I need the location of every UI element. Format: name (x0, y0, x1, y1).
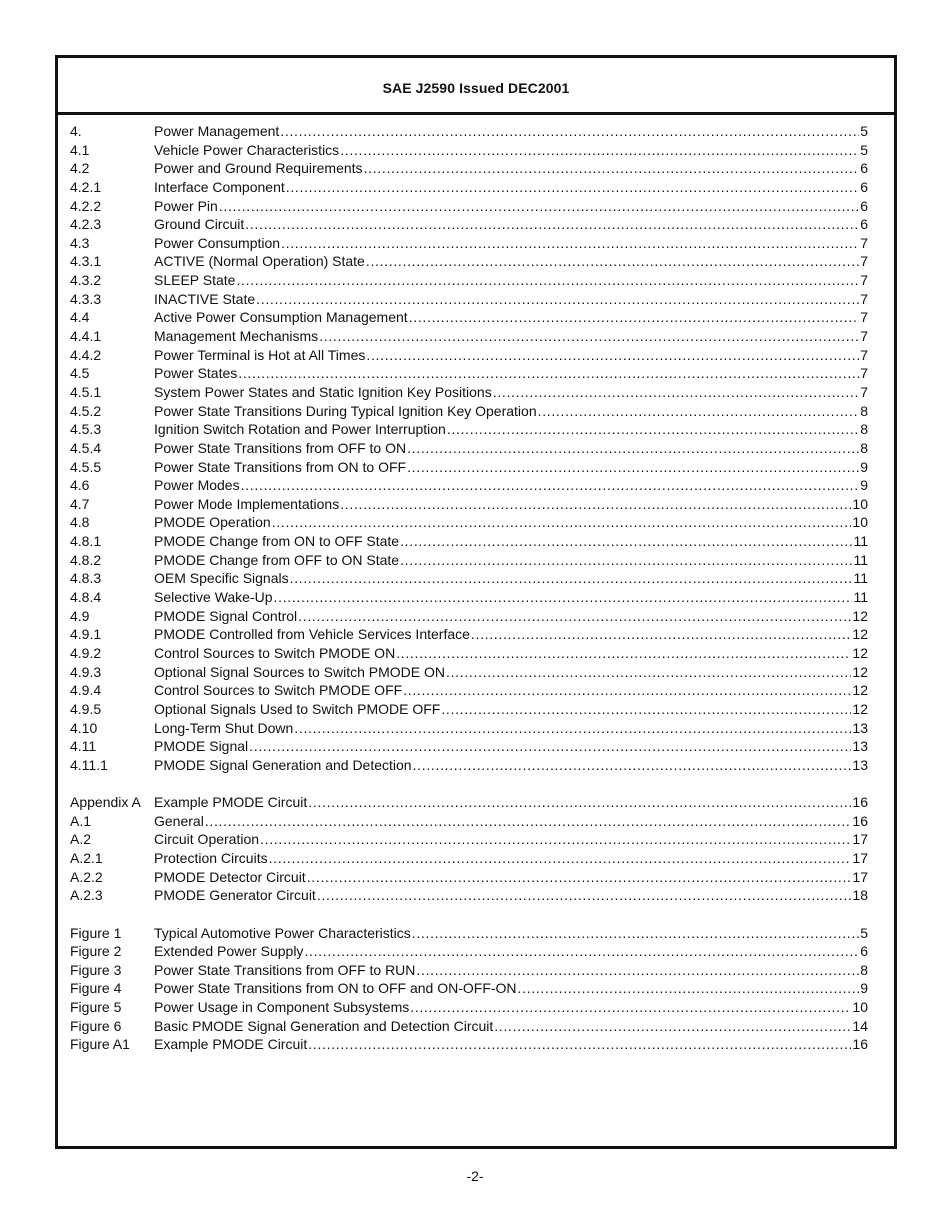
toc-dot-leader (412, 924, 859, 943)
toc-dot-leader (274, 588, 853, 607)
toc-entry-page: 16 (852, 812, 868, 829)
toc-entry-number: 4.9 (70, 607, 90, 624)
toc-dot-leader (416, 961, 859, 980)
section-gap (70, 905, 868, 924)
toc-dot-leader (281, 234, 859, 253)
page-frame (55, 55, 897, 1149)
toc-entry-number: 4.10 (70, 719, 98, 736)
toc-entry-title: Long-Term Shut Down (154, 719, 294, 736)
toc-entry-page: 12 (852, 700, 868, 717)
toc-entry-number: 4.8.2 (70, 551, 102, 568)
toc-entry[interactable] (70, 588, 868, 607)
toc-dot-leader (308, 793, 851, 812)
toc-entry-title: Control Sources to Switch PMODE OFF (154, 682, 403, 699)
toc-dot-leader (260, 830, 851, 849)
toc-entry-page: 7 (860, 272, 868, 289)
toc-entry-title: INACTIVE State (154, 290, 256, 307)
toc-entry[interactable] (70, 719, 868, 738)
toc-dot-leader (294, 719, 851, 738)
toc-entry[interactable] (70, 234, 868, 253)
toc-entry[interactable] (70, 122, 868, 141)
toc-entry-title: Power State Transitions from OFF to ON (154, 439, 407, 456)
toc-entry[interactable] (70, 793, 868, 812)
toc-entry-number: 4.5.1 (70, 383, 102, 400)
toc-entry-number: A.2.3 (70, 887, 103, 904)
toc-entry-title: Management Mechanisms (154, 328, 319, 345)
toc-entry-title: PMODE Change from ON to OFF State (154, 533, 400, 550)
toc-entry-title: Power Mode Implementations (154, 495, 340, 512)
toc-entry-page: 7 (860, 253, 868, 270)
toc-entry-page: 11 (853, 551, 868, 568)
toc-dot-leader (407, 458, 859, 477)
toc-entry-title: Example PMODE Circuit (154, 1036, 308, 1053)
toc-entry-page: 13 (852, 756, 868, 773)
toc-dot-leader (518, 979, 860, 998)
page-number: -2- (466, 1168, 484, 1184)
toc-entry-number: Figure 2 (70, 943, 122, 960)
toc-entry-page: 5 (860, 141, 868, 158)
toc-dot-leader (245, 215, 859, 234)
section-gap (70, 774, 868, 793)
toc-entry-title: Selective Wake-Up (154, 589, 273, 606)
toc-entry-number: 4.5 (70, 365, 90, 382)
toc-entry[interactable] (70, 290, 868, 309)
toc-entry-number: 4.4 (70, 309, 90, 326)
toc-dot-leader (471, 625, 852, 644)
toc-entry[interactable] (70, 737, 868, 756)
toc-entry[interactable] (70, 252, 868, 271)
toc-entry[interactable] (70, 215, 868, 234)
toc-entry[interactable] (70, 141, 868, 160)
toc-dot-leader (308, 1035, 851, 1054)
toc-entry-number: 4.9.3 (70, 663, 102, 680)
toc-entry-number: 4.4.1 (70, 328, 102, 345)
toc-entry-title: PMODE Change from OFF to ON State (154, 551, 400, 568)
toc-entry-number: 4.9.2 (70, 644, 102, 661)
toc-dot-leader (280, 122, 859, 141)
toc-dot-leader (403, 681, 851, 700)
toc-entry-page: 18 (852, 887, 868, 904)
toc-entry-number: 4.5.3 (70, 421, 102, 438)
toc-entry-number: 4.3.1 (70, 253, 102, 270)
toc-entry-number: Figure 4 (70, 980, 122, 997)
toc-entry-page: 8 (860, 439, 868, 456)
toc-entry[interactable] (70, 383, 868, 402)
toc-entry-page: 7 (860, 290, 868, 307)
toc-dot-leader (236, 271, 859, 290)
toc-entry-title: Power State Transitions from ON to OFF and ON-OFF-ON (154, 980, 517, 997)
toc-entry-number: 4.8 (70, 514, 90, 531)
toc-entry-title: Optional Signal Sources to Switch PMODE ON (154, 663, 446, 680)
toc-entry-page: 14 (852, 1017, 868, 1034)
toc-entry[interactable] (70, 681, 868, 700)
toc-entry-number: 4. (70, 123, 82, 139)
toc-entry-title: Example PMODE Circuit (154, 794, 308, 811)
toc-entry-page: 7 (860, 383, 868, 400)
toc-entry-page: 6 (860, 160, 868, 177)
toc-entry-title: Vehicle Power Characteristics (154, 141, 340, 158)
toc-entry-title: Power Usage in Component Subsystems (154, 999, 410, 1016)
toc-entry-title: PMODE Signal Generation and Detection (154, 756, 412, 773)
toc-dot-leader (493, 383, 859, 402)
toc-entry-page: 7 (860, 234, 868, 251)
toc-entry-number: 4.8.3 (70, 570, 102, 587)
toc-entry-title: Power and Ground Requirements (154, 160, 363, 177)
toc-entry-page: 17 (852, 868, 868, 885)
toc-entry-title: Extended Power Supply (154, 943, 304, 960)
toc-entry[interactable] (70, 849, 868, 868)
toc-entry-page: 6 (860, 178, 868, 195)
toc-entry-title: Power Modes (154, 477, 240, 494)
toc-entry-page: 7 (860, 365, 868, 382)
toc-entry-page: 10 (852, 999, 868, 1016)
toc-entry-title: Ground Circuit (154, 216, 245, 233)
toc-entry-number: 4.1 (70, 141, 90, 158)
toc-entry-title: System Power States and Static Ignition Key Positions (154, 383, 492, 400)
toc-entry-page: 16 (852, 1036, 868, 1053)
toc-entry-page: 7 (860, 309, 868, 326)
toc-dot-leader (317, 886, 852, 905)
document-title: SAE J2590 Issued DEC2001 (382, 80, 570, 96)
toc-entry[interactable] (70, 607, 868, 626)
toc-entry-page: 10 (852, 514, 868, 531)
toc-entry-page: 8 (860, 421, 868, 438)
toc-entry-number: Appendix A (70, 794, 141, 811)
toc-entry-page: 6 (860, 197, 868, 214)
toc-dot-leader (249, 737, 851, 756)
toc-dot-leader (241, 476, 860, 495)
toc-entry-title: PMODE Detector Circuit (154, 868, 306, 885)
toc-entry[interactable] (70, 1035, 868, 1054)
toc-dot-leader (396, 644, 851, 663)
toc-dot-leader (205, 812, 852, 831)
toc-entry-title: Optional Signals Used to Switch PMODE OFF (154, 700, 441, 717)
toc-entry[interactable] (70, 364, 868, 383)
toc-entry-page: 12 (852, 644, 868, 661)
toc-entry-title: PMODE Operation (154, 514, 271, 531)
toc-entry-page: 10 (852, 495, 868, 512)
toc-dot-leader (269, 849, 852, 868)
toc-entry-title: Circuit Operation (154, 831, 260, 848)
toc-entry[interactable] (70, 178, 868, 197)
toc-entry-number: 4.2.3 (70, 216, 102, 233)
toc-entry-title: Control Sources to Switch PMODE ON (154, 644, 396, 661)
toc-entry-title: Power Management (154, 123, 280, 139)
toc-dot-leader (446, 663, 851, 682)
toc-entry-title: PMODE Signal (154, 738, 249, 755)
toc-entry-title: OEM Specific Signals (154, 570, 289, 587)
toc-entry-page: 13 (852, 719, 868, 736)
toc-dot-leader (447, 420, 859, 439)
toc-entry-page: 9 (860, 477, 868, 494)
toc-entry-number: Figure A1 (70, 1036, 130, 1053)
toc-entry-title: Power State Transitions from ON to OFF (154, 458, 407, 475)
toc-entry[interactable] (70, 327, 868, 346)
toc-entry[interactable] (70, 308, 868, 327)
toc-dot-leader (219, 197, 859, 216)
toc-entry-page: 11 (853, 533, 868, 550)
toc-dot-leader (364, 159, 860, 178)
toc-entry-number: 4.4.2 (70, 346, 102, 363)
toc-entry-number: 4.3.2 (70, 272, 102, 289)
toc-dot-leader (307, 868, 852, 887)
toc-dot-leader (340, 495, 851, 514)
toc-entry[interactable] (70, 476, 868, 495)
toc-entry-page: 7 (860, 346, 868, 363)
toc-entry-number: A.1 (70, 812, 92, 829)
toc-entry[interactable] (70, 700, 868, 719)
toc-entry[interactable] (70, 159, 868, 178)
toc-entry-title: Power Pin (154, 197, 218, 214)
toc-dot-leader (538, 402, 860, 421)
toc-entry-page: 7 (860, 328, 868, 345)
toc-entry[interactable] (70, 663, 868, 682)
toc-entry[interactable] (70, 868, 868, 887)
toc-entry-page: 8 (860, 402, 868, 419)
toc-entry-number: 4.9.4 (70, 682, 102, 699)
toc-entry[interactable] (70, 961, 868, 980)
toc-entry-number: 4.6 (70, 477, 90, 494)
toc-entry-page: 12 (852, 607, 868, 624)
toc-entry-title: PMODE Generator Circuit (154, 887, 316, 904)
toc-entry-title: Interface Component (154, 178, 285, 195)
toc-dot-leader (319, 327, 859, 346)
toc-dot-leader (410, 998, 851, 1017)
toc-entry[interactable] (70, 812, 868, 831)
table-of-contents (70, 122, 868, 1054)
toc-dot-leader (441, 700, 851, 719)
toc-dot-leader (407, 439, 859, 458)
toc-entry[interactable] (70, 979, 868, 998)
toc-entry-page: 6 (860, 216, 868, 233)
toc-entry[interactable] (70, 942, 868, 961)
toc-entry[interactable] (70, 625, 868, 644)
toc-entry[interactable] (70, 346, 868, 365)
toc-entry-number: 4.5.4 (70, 439, 102, 456)
toc-dot-leader (290, 569, 853, 588)
toc-entry[interactable] (70, 886, 868, 905)
toc-entry-number: Figure 6 (70, 1017, 122, 1034)
toc-dot-leader (340, 141, 859, 160)
toc-entry-number: 4.2.2 (70, 197, 102, 214)
toc-entry-title: Ignition Switch Rotation and Power Interruption (154, 421, 446, 438)
toc-entry[interactable] (70, 513, 868, 532)
toc-entry-number: 4.8.1 (70, 533, 102, 550)
document-header (58, 58, 894, 115)
toc-entry-number: A.2.1 (70, 849, 103, 866)
toc-entry[interactable] (70, 439, 868, 458)
toc-entry-number: A.2 (70, 831, 92, 848)
toc-entry-page: 17 (852, 831, 868, 848)
toc-entry-page: 9 (860, 458, 868, 475)
toc-dot-leader (409, 308, 860, 327)
toc-entry[interactable] (70, 197, 868, 216)
toc-dot-leader (238, 364, 859, 383)
toc-dot-leader (400, 532, 852, 551)
toc-entry-title: PMODE Controlled from Vehicle Services Interface (154, 626, 470, 643)
toc-entry[interactable] (70, 420, 868, 439)
toc-entry[interactable] (70, 458, 868, 477)
toc-entry-page: 9 (860, 980, 868, 997)
toc-entry-page: 17 (852, 849, 868, 866)
toc-entry-number: 4.2 (70, 160, 90, 177)
toc-entry-page: 5 (860, 123, 868, 139)
toc-entry-page: 16 (852, 794, 868, 811)
toc-entry-page: 12 (852, 682, 868, 699)
toc-entry-number: 4.11.1 (70, 756, 108, 773)
toc-entry-title: ACTIVE (Normal Operation) State (154, 253, 365, 270)
toc-dot-leader (298, 607, 851, 626)
toc-dot-leader (494, 1017, 851, 1036)
toc-entry-number: Figure 3 (70, 961, 122, 978)
toc-entry[interactable] (70, 495, 868, 514)
toc-dot-leader (400, 551, 852, 570)
toc-entry[interactable] (70, 271, 868, 290)
toc-entry-page: 8 (860, 961, 868, 978)
toc-entry-title: Power Consumption (154, 234, 281, 251)
toc-entry-number: A.2.2 (70, 868, 103, 885)
toc-entry[interactable] (70, 924, 868, 943)
toc-entry[interactable] (70, 551, 868, 570)
toc-entry-page: 12 (852, 663, 868, 680)
toc-entry-title: General (154, 812, 204, 829)
toc-entry-number: 4.8.4 (70, 589, 102, 606)
toc-entry-number: Figure 1 (70, 924, 122, 941)
toc-entry-title: Protection Circuits (154, 849, 268, 866)
toc-dot-leader (272, 513, 852, 532)
toc-entry-number: 4.2.1 (70, 178, 102, 195)
toc-entry[interactable] (70, 830, 868, 849)
toc-entry[interactable] (70, 756, 868, 775)
toc-entry-title: Power State Transitions During Typical Ignition Key Operation (154, 402, 537, 419)
toc-entry-page: 5 (860, 924, 868, 941)
toc-entry[interactable] (70, 569, 868, 588)
toc-dot-leader (304, 942, 859, 961)
toc-entry-number: 4.5.2 (70, 402, 102, 419)
toc-entry-title: Basic PMODE Signal Generation and Detection Circuit (154, 1017, 494, 1034)
toc-entry-number: 4.11 (70, 738, 97, 755)
toc-dot-leader (413, 756, 852, 775)
toc-entry-page: 6 (860, 943, 868, 960)
toc-entry-number: 4.9.1 (70, 626, 102, 643)
toc-entry-title: SLEEP State (154, 272, 236, 289)
toc-entry[interactable] (70, 532, 868, 551)
toc-entry-page: 12 (852, 626, 868, 643)
toc-entry-number: 4.3.3 (70, 290, 102, 307)
toc-entry-title: Power States (154, 365, 238, 382)
toc-entry-title: Typical Automotive Power Characteristics (154, 924, 411, 941)
toc-entry-number: 4.7 (70, 495, 90, 512)
toc-entry-title: Active Power Consumption Management (154, 309, 408, 326)
toc-entry[interactable] (70, 998, 868, 1017)
toc-entry[interactable] (70, 1017, 868, 1036)
toc-dot-leader (256, 290, 859, 309)
toc-entry-title: PMODE Signal Control (154, 607, 298, 624)
toc-entry[interactable] (70, 644, 868, 663)
toc-entry-number: 4.5.5 (70, 458, 102, 475)
toc-entry[interactable] (70, 402, 868, 421)
toc-entry-number: 4.9.5 (70, 700, 102, 717)
toc-dot-leader (366, 346, 859, 365)
toc-entry-page: 11 (853, 570, 868, 587)
toc-entry-title: Power Terminal is Hot at All Times (154, 346, 366, 363)
toc-entry-page: 11 (853, 589, 868, 606)
toc-entry-number: 4.3 (70, 234, 90, 251)
toc-entry-number: Figure 5 (70, 999, 122, 1016)
toc-dot-leader (286, 178, 859, 197)
toc-dot-leader (366, 252, 859, 271)
toc-entry-title: Power State Transitions from OFF to RUN (154, 961, 416, 978)
toc-entry-page: 13 (852, 738, 868, 755)
